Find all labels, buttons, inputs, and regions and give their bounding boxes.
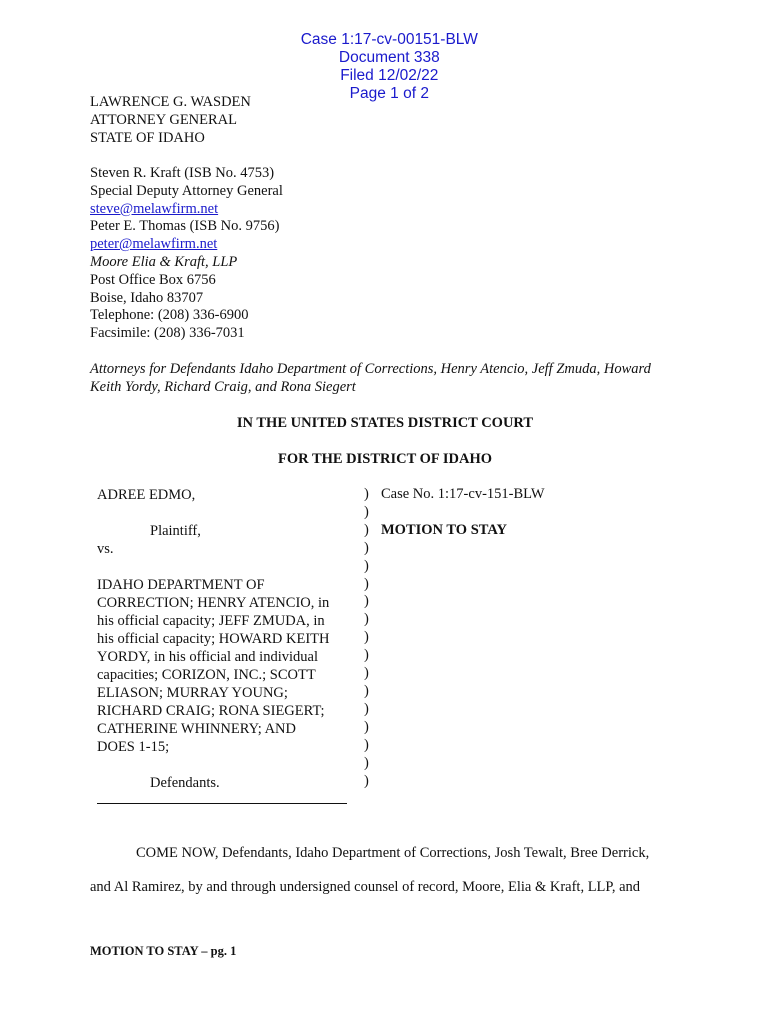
caption-paren: ) [364,772,369,789]
defendant-line: RICHARD CRAIG; RONA SIEGERT; [97,703,325,719]
caption-paren: ) [364,575,369,592]
counsel-line: STATE OF IDAHO [90,129,205,146]
attorneys-for-statement [90,360,690,396]
case-number: Case No. 1:17-cv-151-BLW [381,486,545,502]
counsel-line: LAWRENCE G. WASDEN [90,94,251,110]
defendant-line: CATHERINE WHINNERY; AND [97,721,296,737]
caption-paren: ) [364,682,369,699]
ecf-filed-date: Filed 12/02/22 [340,67,439,84]
caption-paren: ) [364,539,369,556]
court-title: IN THE UNITED STATES DISTRICT COURT [236,415,534,431]
telephone: Telephone: (208) 336-6900 [90,307,249,324]
caption-paren: ) [364,521,369,538]
defendant-line: DOES 1-15; [97,739,170,755]
defendant-line: his official capacity; HOWARD KEITH [97,631,330,647]
page-footer: MOTION TO STAY – pg. 1 [90,944,237,958]
address-line-2: Boise, Idaho 83707 [90,289,204,306]
ecf-document-number: Document 338 [338,49,440,66]
defendants-label: Defendants. [150,775,220,791]
caption-paren: ) [364,557,369,574]
caption-paren: ) [364,718,369,735]
caption-paren: ) [364,611,369,628]
plaintiff-name: ADREE EDMO, [97,487,196,503]
caption-parenthesis-column [364,486,369,790]
facsimile: Facsimile: (208) 336-7031 [90,325,245,342]
caption-paren: ) [364,754,369,771]
address-line-1: Post Office Box 6756 [90,271,216,288]
defendant-line: ELIASON; MURRAY YOUNG; [97,685,288,701]
caption-paren: ) [364,593,369,610]
body-paragraph-line-2: and Al Ramirez, by and through undersigned counsel of record, Moore, Elia & Kraft, LLP, and [90,879,641,895]
law-firm-name: Moore Elia & Kraft, LLP [90,253,238,270]
attorneys-for-line-1: Attorneys for Defendants Idaho Department of Corrections, Henry Atencio, Jeff Zmuda, Howard [90,361,651,377]
plaintiff-label: Plaintiff, [150,523,201,539]
defendant-line: CORRECTION; HENRY ATENCIO, in [97,595,330,611]
versus: vs. [97,541,114,557]
ecf-case-number: Case 1:17-cv-00151-BLW [300,31,478,48]
attorneys-for-line-2: Keith Yordy, Richard Craig, and Rona Siegert [90,379,356,395]
caption-paren: ) [364,647,369,664]
ecf-page-count: Page 1 of 2 [349,85,429,102]
caption-underline [97,803,347,804]
caption-paren: ) [364,736,369,753]
caption-paren: ) [364,629,369,646]
ecf-filing-header [0,13,770,103]
caption-paren: ) [364,486,369,502]
caption-paren: ) [364,700,369,717]
email-link-peter[interactable]: peter@melawfirm.net [90,236,218,253]
body-paragraph-line-1: COME NOW, Defendants, Idaho Department of Corrections, Josh Tewalt, Bree Derrick, [136,845,650,861]
attorney-block [90,165,283,343]
caption-paren: ) [364,503,369,520]
caption-paren: ) [364,665,369,682]
attorney-name-kraft: Steven R. Kraft (ISB No. 4753) [90,165,275,181]
defendant-line: IDAHO DEPARTMENT OF [97,577,265,593]
defendant-line: his official capacity; JEFF ZMUDA, in [97,613,325,629]
document-title: MOTION TO STAY [381,522,507,538]
counsel-block [90,94,251,147]
email-link-steve[interactable]: steve@melawfirm.net [90,200,219,217]
counsel-line: ATTORNEY GENERAL [90,111,238,128]
court-district: FOR THE DISTRICT OF IDAHO [277,451,493,467]
defendant-line: capacities; CORIZON, INC.; SCOTT [97,667,316,683]
attorney-name-thomas: Peter E. Thomas (ISB No. 9756) [90,218,280,235]
case-caption-parties [97,486,357,792]
defendant-line: YORDY, in his official and individual [97,649,318,665]
attorney-title: Special Deputy Attorney General [90,182,283,199]
